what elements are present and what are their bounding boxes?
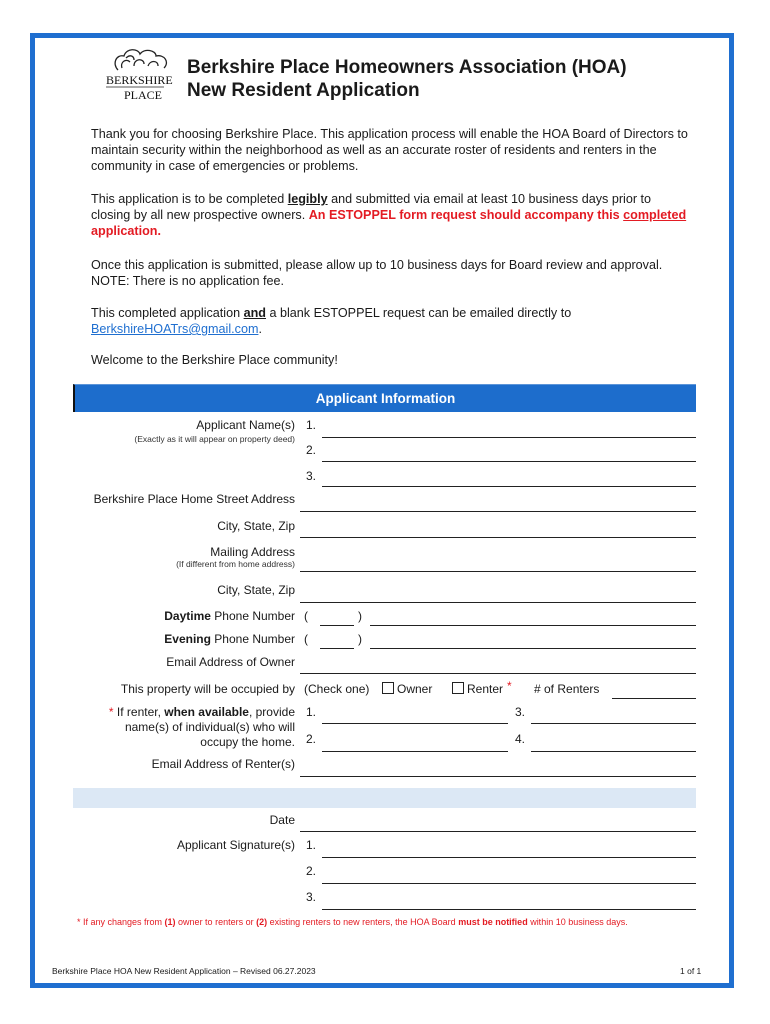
signature-2-field[interactable] xyxy=(322,883,696,884)
logo-text-place: PLACE xyxy=(124,88,163,102)
signature-1-field[interactable] xyxy=(322,857,696,858)
applicant-name-2-field[interactable] xyxy=(322,461,696,462)
mailing-city-state-zip-label: City, State, Zip xyxy=(217,583,295,597)
intro-paragraph-2: This application is to be completed legibly and submitted via email at least 10 business days prior to closing by all new prospective owners. An ESTOPPEL form request should accompany this completed application. xyxy=(91,192,687,238)
mailing-city-state-zip-field[interactable] xyxy=(300,602,696,603)
date-label: Date xyxy=(269,813,295,827)
applicant-names-sublabel: (Exactly as it will appear on property deed) xyxy=(134,434,295,444)
intro-paragraph-1: Thank you for choosing Berkshire Place. This application process will enable the HOA Board of Directors to maintain security within the neighborhood as well as an accurate roster of residents and renters in the community in case of emergencies or problems. xyxy=(91,127,688,173)
mailing-address-label: Mailing Address xyxy=(210,545,295,559)
evening-phone-field[interactable] xyxy=(370,648,696,649)
number-of-renters-label: # of Renters xyxy=(534,682,600,696)
street-address-label: Berkshire Place Home Street Address xyxy=(93,492,295,506)
renter-asterisk: * xyxy=(507,679,512,693)
city-state-zip-field[interactable] xyxy=(300,537,696,538)
daytime-phone-field[interactable] xyxy=(370,625,696,626)
renter-names-note-line2: name(s) of individual(s) who will xyxy=(124,720,295,734)
renter-names-note: * If renter, when available, provide xyxy=(108,705,295,719)
renter-option-label: Renter xyxy=(467,682,504,696)
check-one-text: (Check one) xyxy=(304,682,370,696)
number-of-renters-field[interactable] xyxy=(612,698,696,699)
section-divider-band xyxy=(73,788,696,808)
welcome-text: Welcome to the Berkshire Place community! xyxy=(91,353,338,367)
evening-phone-label: Evening Phone Number xyxy=(164,632,295,646)
owner-checkbox[interactable] xyxy=(382,682,394,694)
page-subtitle: New Resident Application xyxy=(187,80,420,101)
street-address-field[interactable] xyxy=(300,511,696,512)
intro-paragraph-3: Once this application is submitted, please allow up to 10 business days for Board review and approval. NOTE: There is no application fee. xyxy=(91,258,663,288)
applicant-names-label: Applicant Name(s) xyxy=(196,418,295,432)
renter-name-4-field[interactable] xyxy=(531,751,696,752)
signature-3-field[interactable] xyxy=(322,909,696,910)
daytime-phone-label: Daytime Phone Number xyxy=(164,609,295,623)
legibly-emphasis: legibly xyxy=(287,192,328,206)
footer-revision: Berkshire Place HOA New Resident Application – Revised 06.27.2023 xyxy=(52,966,316,976)
daytime-area-code-field[interactable] xyxy=(320,625,354,626)
section-header-applicant-information: Applicant Information xyxy=(73,384,696,412)
email-link[interactable]: BerkshireHOATrs@gmail.com xyxy=(91,322,259,336)
renter-email-label: Email Address of Renter(s) xyxy=(151,757,295,771)
applicant-name-1-field[interactable] xyxy=(322,437,696,438)
owner-option-label: Owner xyxy=(397,682,433,696)
signature-label: Applicant Signature(s) xyxy=(176,838,295,852)
change-notification-notice: * If any changes from (1) owner to renters or (2) existing renters to new renters, the HOA Board must be notified within 10 business days. xyxy=(77,917,628,927)
page-number: 1 of 1 xyxy=(680,966,702,976)
evening-area-code-field[interactable] xyxy=(320,648,354,649)
city-state-zip-label: City, State, Zip xyxy=(217,519,295,533)
date-field[interactable] xyxy=(300,831,696,832)
mailing-address-sublabel: (If different from home address) xyxy=(176,559,295,569)
renter-name-3-field[interactable] xyxy=(531,723,696,724)
applicant-name-3-field[interactable] xyxy=(322,486,696,487)
renter-checkbox[interactable] xyxy=(452,682,464,694)
renter-name-2-field[interactable] xyxy=(322,751,508,752)
renter-email-field[interactable] xyxy=(300,776,696,777)
intro-paragraph-4: This completed application and a blank ESTOPPEL request can be emailed directly to BerkshireHOATrs@gmail.com. xyxy=(91,306,572,336)
mailing-address-field[interactable] xyxy=(300,571,696,572)
owner-email-label: Email Address of Owner xyxy=(166,655,295,669)
logo-text-berkshire: BERKSHIRE xyxy=(106,73,173,87)
occupancy-label: This property will be occupied by xyxy=(120,682,295,696)
renter-name-1-field[interactable] xyxy=(322,723,508,724)
page-title: Berkshire Place Homeowners Association (HOA) xyxy=(187,57,627,78)
owner-email-field[interactable] xyxy=(300,673,696,674)
renter-names-note-line3: occupy the home. xyxy=(200,735,295,749)
berkshire-logo xyxy=(104,44,182,104)
